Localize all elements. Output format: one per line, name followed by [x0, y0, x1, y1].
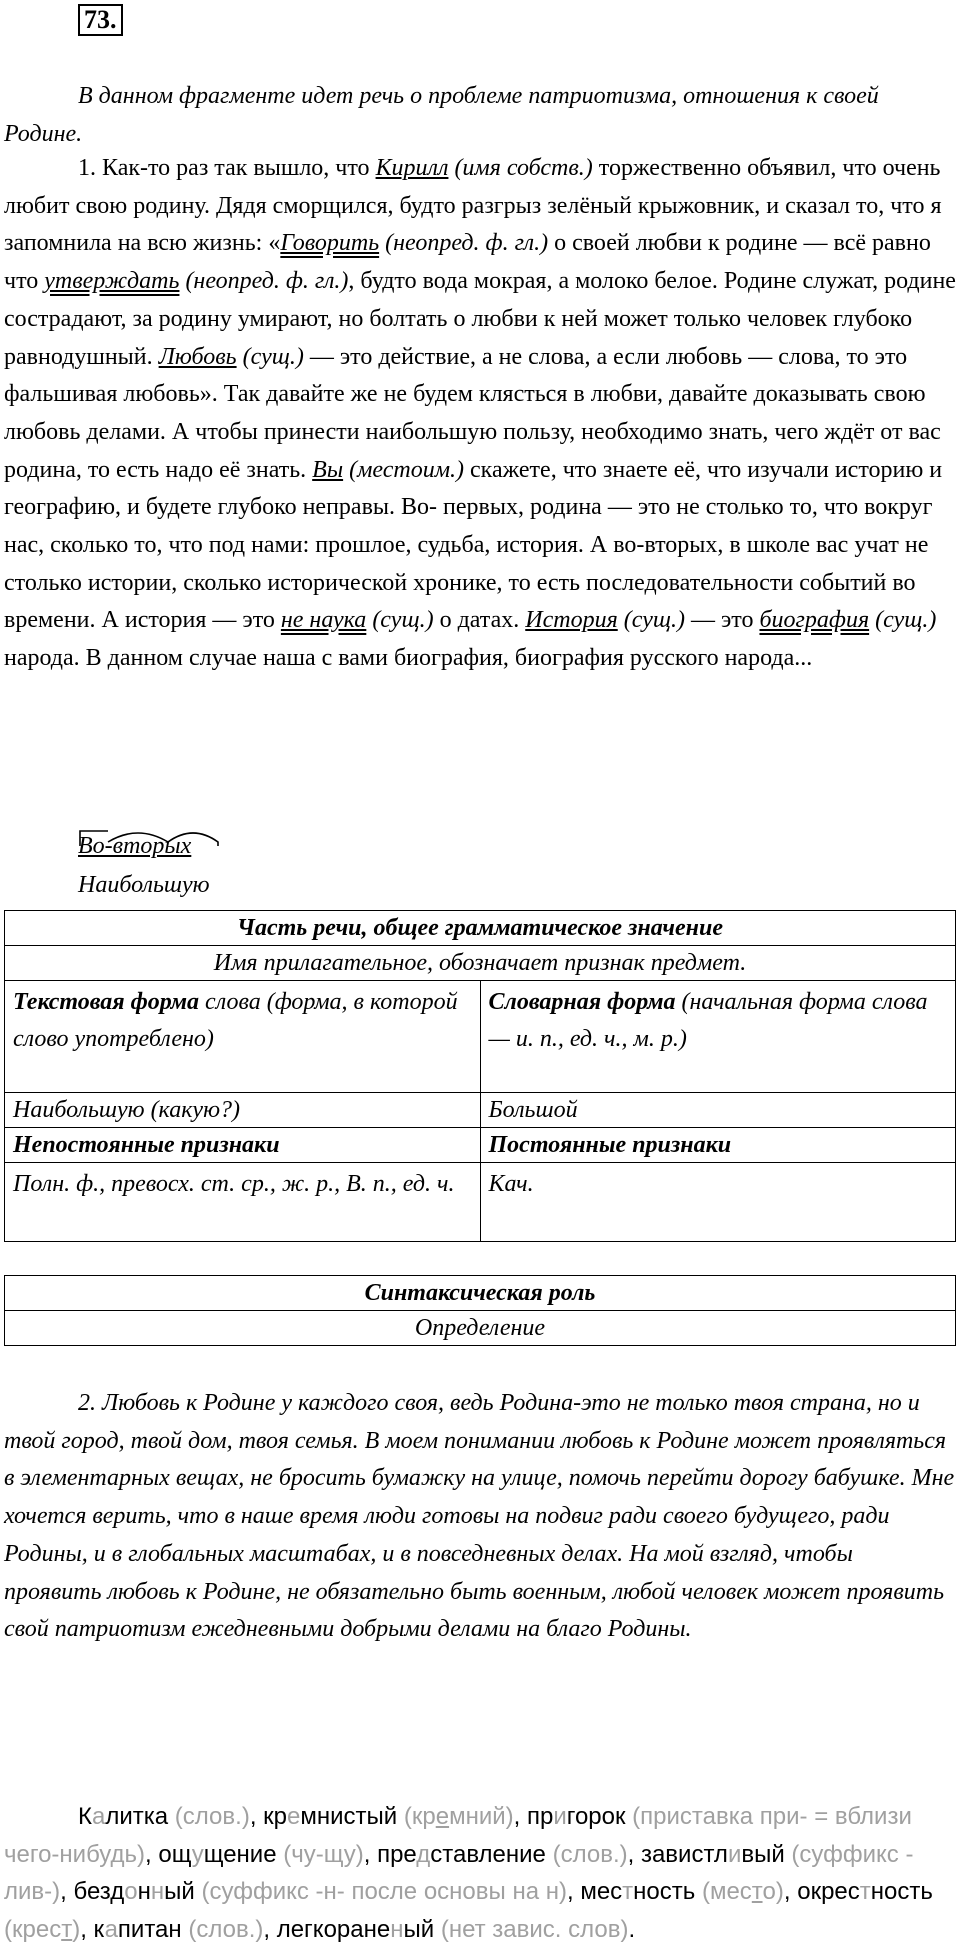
note-biografiya: (сущ.) — [869, 607, 937, 634]
note-istoriya: (сущ.) — [617, 607, 685, 634]
text-paragraph-1 — [4, 150, 956, 678]
sw4-a: ощ — [158, 1840, 192, 1868]
word-lyubov: Любовь — [158, 343, 237, 370]
sw7-c: н — [137, 1878, 151, 1906]
sep4: , — [363, 1840, 378, 1868]
note-kirill: (имя собств.) — [448, 155, 593, 181]
sw6-a: завистл — [640, 1840, 728, 1868]
sw1-note: (слов.) — [168, 1803, 250, 1830]
word-naibolshuyu: Наибольшую — [78, 872, 210, 898]
p1-text-6: о датах. — [433, 607, 526, 634]
sw2-a: кр — [263, 1803, 288, 1830]
syntax-table — [4, 1275, 956, 1346]
note-lyubov: (сущ.) — [236, 343, 304, 370]
word-utverzhdat: утверждать — [44, 268, 180, 295]
sw7-letter-1: о — [124, 1878, 138, 1906]
sw11-note: (нет завис. слов) — [434, 1916, 629, 1944]
sw9-a: окрес — [797, 1878, 860, 1906]
sw3-note: (приставка при- = вблизи чего-нибудь) — [4, 1803, 912, 1868]
sep7: , — [566, 1878, 581, 1906]
sw6-c: вый — [741, 1840, 785, 1868]
sw9-letter: т — [859, 1878, 871, 1906]
text-form-value: Наибольшую (какую?) — [5, 1093, 481, 1128]
sw10-letter: а — [104, 1916, 118, 1944]
sw7-e: ый — [164, 1878, 195, 1906]
p1-text-1: торжественно объявил, что очень любит свою родину. Дядя сморщился, будто разгрыз зелёный крыжовник, и сказал то, что я запомнила на всю жизнь: « — [4, 155, 942, 257]
text-paragraph-2: 2. Любовь к Родине у каждого своя, ведь Родина-это не только твоя страна, но и твой город, твой дом, твоя семья. В моем понимании любовь к Родине может проявляться в элементарных вещах, не бросить бумажку на улице, помочь перейти дорогу бабушке. Мне хочется верить, что в наше время люди готовы на подвиг ради своего будущего, ради Родины, и в глобальных масштабах, и в повседневных делах. На мой взгляд, чтобы проявить любовь к Родине, не обязательно быть военным, любой человек может проявить свой патриотизм ежедневными добрыми делами на благо Родины. — [4, 1390, 955, 1643]
sep9: , — [80, 1916, 94, 1944]
sw8-note-c: о) — [762, 1878, 784, 1906]
sep11: . — [628, 1916, 636, 1944]
const-features-label: Постоянные признаки — [480, 1128, 955, 1163]
sw8-note-a: (мес — [695, 1878, 752, 1906]
sw2-note-c: мний) — [449, 1803, 514, 1830]
sw10-a: к — [93, 1916, 105, 1944]
sw11-a: легкоране — [276, 1916, 391, 1944]
word-kirill: Кирилл — [375, 155, 449, 181]
nonconst-features-value: Полн. ф., превосх. ст. ср., ж. р., В. п., ед. ч. — [5, 1163, 481, 1242]
sw3-a: пр — [526, 1803, 554, 1830]
sw11-c: ый — [403, 1916, 435, 1944]
sw4-c: щение — [203, 1840, 277, 1868]
note-govorit: (неопред. ф. гл.) — [379, 230, 549, 257]
sw1-c: литка — [105, 1803, 169, 1830]
p1-text-8: народа. В данном случае наша с вами биография, биография русского народа... — [4, 645, 813, 672]
sw5-c: ставление — [430, 1840, 546, 1868]
sep1: , — [249, 1803, 264, 1830]
dict-form-cell — [480, 981, 955, 1093]
sw9-note-a: (крес — [4, 1916, 62, 1944]
morph-table-header: Часть речи, общее грамматическое значение — [5, 911, 956, 946]
sep10: , — [263, 1916, 277, 1944]
sw7-letter-2: н — [150, 1878, 165, 1906]
word-ne-nauka: не наука — [280, 607, 367, 634]
sw1-a: К — [78, 1803, 92, 1830]
sw2-note-a: (кр — [397, 1803, 436, 1830]
sw5-note: (слов.) — [545, 1840, 628, 1868]
note-vy: (местоим.) — [343, 456, 465, 483]
text-form-note: слова (форма, в которой слово употреблено) — [13, 989, 458, 1052]
sep2: , — [513, 1803, 527, 1830]
part-of-speech-value: Имя прилагательное, обозначает признак предмет. — [5, 946, 956, 981]
const-features-value: Кач. — [480, 1163, 955, 1242]
sw9-note-letter: т — [61, 1916, 73, 1944]
text-form-cell — [5, 981, 481, 1093]
sw9-note-c: ) — [72, 1916, 81, 1944]
word-govorit: Говорить — [280, 230, 380, 257]
syntax-role-value: Определение — [5, 1311, 956, 1346]
sw3-letter: и — [553, 1803, 567, 1830]
sw2-c: мнистый — [300, 1803, 398, 1830]
sw1-letter: а — [91, 1803, 106, 1830]
p1-text-5: скажете, что знаете её, что изучали историю и географию, и будете глубоко неправы. Во- первых, родина — это не столько то, что вокруг нас, сколько то, что под нами: прошлое, судьба, история. А во-вторых, в школе вас учат не столько истории, сколько исторической хронике, то есть последовательности событий во времени. А история — это — [4, 456, 943, 634]
sw6-note: (суффикс - лив-) — [4, 1840, 914, 1906]
p1-text-3: , будто вода мокрая, а молоко белое. Родине служат, родине сострадают, за родину умирают, но болтать о любви к ней может только человек глубоко равнодушный. — [4, 268, 956, 370]
sw9-c: ность — [870, 1878, 933, 1906]
text-form-label: Текстовая форма — [13, 989, 200, 1015]
note-utverzhdat: (неопред. ф. гл.) — [179, 268, 349, 295]
sw10-note: (слов.) — [181, 1916, 264, 1944]
word-vo-vtoryh: Во-вторых — [78, 833, 192, 859]
sw11-letter: н — [390, 1916, 404, 1944]
p1-text-2: о своей любви к родине — всё равно что — [4, 230, 931, 295]
sep5: , — [627, 1840, 641, 1868]
p1-text-4: — это действие, а не слова, а если любовь — слова, то это фальшивая любовь». Так давайте же не будем клясться в любви, давайте доказывать свою любовь делами. А чтобы принести наибольшую пользу, необходимо знать, чего ждёт от вас родина, то есть надо её знать. — [4, 343, 941, 483]
sw8-a: мес — [580, 1878, 623, 1906]
sw4-note: (чу-щу) — [276, 1840, 364, 1868]
p1-lead: 1. Как-то раз так вышло, что — [78, 155, 376, 181]
sep8: , — [783, 1878, 798, 1906]
sep6: , — [60, 1878, 74, 1906]
sw7-a: безд — [73, 1878, 125, 1906]
sw6-letter: и — [727, 1840, 742, 1868]
morphology-table — [4, 910, 956, 1242]
sw5-letter: д — [416, 1840, 431, 1868]
p1-text-7: — это — [684, 607, 760, 634]
dict-form-value: Большой — [480, 1093, 955, 1128]
spelling-words-list — [4, 1798, 956, 1949]
sw7-note: (суффикс -н- после основы на н) — [194, 1878, 567, 1906]
nonconst-features-label: Непостоянные признаки — [5, 1128, 481, 1163]
sep3: , — [145, 1840, 159, 1868]
sw2-letter: е — [287, 1803, 301, 1830]
sw10-c: питан — [117, 1916, 182, 1944]
exercise-number: 73. — [78, 4, 123, 36]
sw3-c: горок — [566, 1803, 626, 1830]
sw2-note-letter: е — [435, 1803, 450, 1830]
dict-form-note: (начальная форма слова — и. п., ед. ч., м. р.) — [488, 989, 928, 1052]
word-istoriya: История — [525, 607, 618, 634]
sw8-c: ность — [633, 1878, 696, 1906]
note-ne-nauka: (сущ.) — [366, 607, 434, 634]
sw5-a: пре — [377, 1840, 417, 1868]
sw8-note-letter: т — [751, 1878, 763, 1906]
sw8-letter: т — [622, 1878, 634, 1906]
sw4-letter: у — [191, 1840, 204, 1868]
intro-paragraph: В данном фрагменте идет речь о проблеме патриотизма, отношения к своей Родине. — [4, 83, 879, 147]
dict-form-label: Словарная форма — [488, 989, 676, 1015]
word-biografiya: биография — [759, 607, 870, 634]
word-vy: Вы — [312, 456, 344, 483]
syntax-table-header: Синтаксическая роль — [5, 1276, 956, 1311]
